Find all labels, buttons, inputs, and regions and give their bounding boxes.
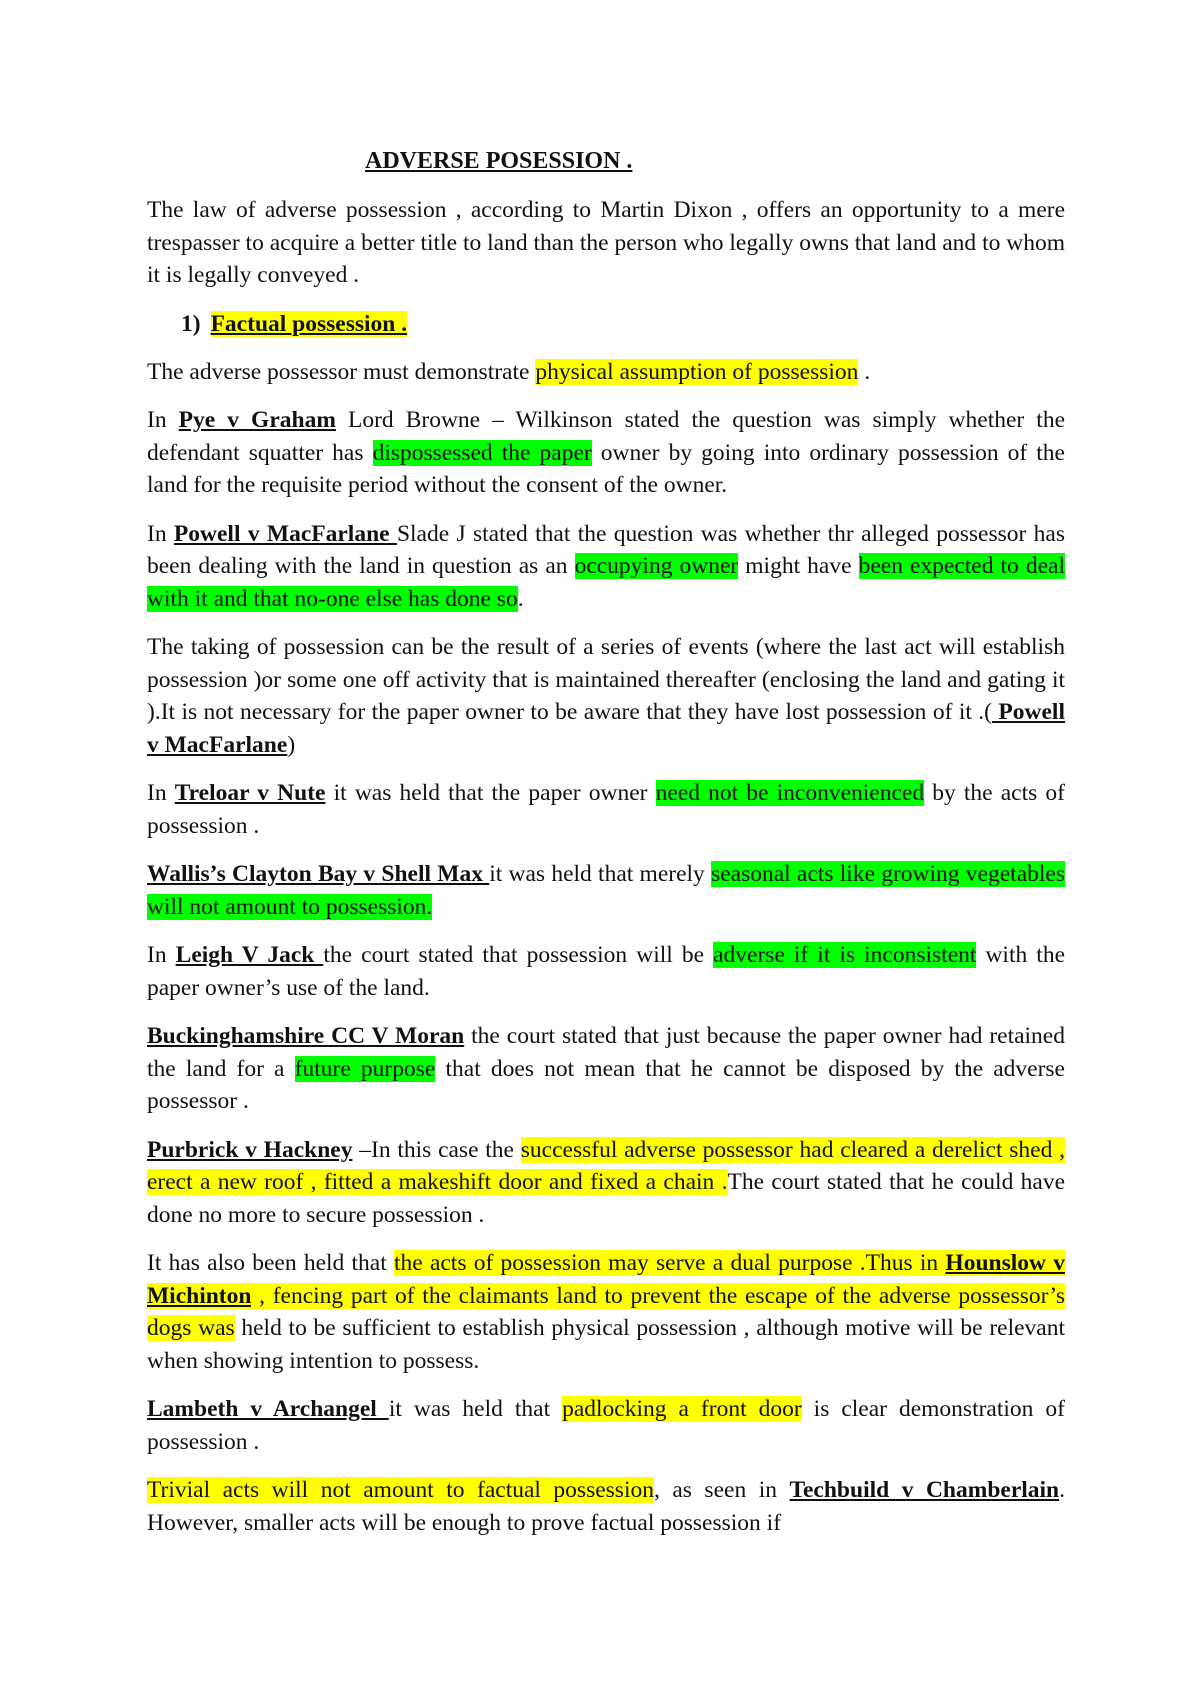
intro-paragraph: The law of adverse possession , according to Martin Dixon , offers an opportunity to a mere trespasser to acquire a better title to land than the person who legally owns that land and to whom it is legally conveyed . <box>147 197 1065 288</box>
case-name: Leigh V Jack <box>175 942 324 968</box>
case-name: Lambeth v Archangel <box>147 1396 389 1422</box>
text: by the acts of possession . <box>147 780 1066 839</box>
section-heading-text: Factual possession . <box>210 310 408 337</box>
case-name: Powell v MacFarlane <box>147 699 1065 758</box>
text: might have <box>738 553 859 579</box>
text: the court stated that possession will be <box>323 942 714 968</box>
case-name: Buckinghamshire CC V Moran <box>147 1023 465 1049</box>
section-number: 1) <box>181 310 201 337</box>
text: Slade J stated that the question was whether thr alleged possessor has been dealing with the land in question as an <box>147 520 1066 579</box>
section-heading <box>181 308 1065 340</box>
case-name: Techbuild v Chamberlain <box>789 1477 1060 1503</box>
text: it was held that <box>388 1396 563 1422</box>
paragraph-leigh-v-jack <box>147 939 1065 1004</box>
paragraph-taking-possession <box>147 631 1065 761</box>
paragraph-buckinghamshire-v-moran <box>147 1020 1065 1118</box>
text: held to be sufficient to establish physical possession , although motive will be relevant when showing intention to possess. <box>147 1315 1065 1374</box>
case-name: Powell v MacFarlane <box>173 520 397 547</box>
document-body <box>147 144 1065 1555</box>
case-name: Treloar v Nute <box>174 780 326 806</box>
case-name: Hounslow v Michinton <box>147 1250 1065 1309</box>
text: with the paper owner’s use of the land. <box>147 942 1065 1001</box>
highlight: successful adverse possessor had cleared a derelict shed , erect a new roof , fitted a makeshift door and fixed a chain . <box>147 1136 1065 1195</box>
text: . <box>517 585 524 612</box>
highlight: , fencing part of the claimants land to prevent the escape of the adverse possessor’s dogs was <box>147 1282 1065 1341</box>
text: it was held that merely <box>489 861 712 887</box>
document-title: ADVERSE POSESSION . <box>365 148 633 174</box>
case-name: Wallis’s Clayton Bay v Shell Max <box>147 861 490 887</box>
paragraph-wallis-clayton-bay <box>147 858 1065 923</box>
text: . However, smaller acts will be enough to prove factual possession if <box>147 1477 1065 1536</box>
text: It has also been held that <box>147 1250 394 1276</box>
highlight: future purpose <box>294 1055 436 1082</box>
text: The taking of possession can be the result of a series of events (where the last act will establish possession )or some one off activity that is maintained thereafter (enclosing the land and gating it ).It is not necessary for the paper owner to be aware that they have lost possession of it .( <box>147 634 1065 725</box>
text: that does not mean that he cannot be disposed by the adverse possessor . <box>147 1055 1065 1114</box>
case-name: Purbrick v Hackney <box>147 1136 353 1163</box>
highlight: been expected to deal with it and that no-one else has done so <box>147 553 1065 612</box>
highlight: adverse if it is inconsistent <box>713 942 977 968</box>
text: –In this case the <box>352 1136 521 1163</box>
paragraph-lambeth-v-archangel <box>147 1393 1065 1458</box>
highlight: padlocking a front door <box>562 1396 802 1422</box>
paragraph-powell-v-macfarlane <box>147 518 1065 616</box>
paragraph-techbuild-v-chamberlain <box>147 1474 1065 1539</box>
text: the court stated that just because the paper owner had retained the land for a <box>147 1023 1065 1082</box>
paragraph-physical-assumption <box>147 356 1065 389</box>
text: In <box>147 780 175 806</box>
highlight: physical assumption of possession <box>535 358 859 385</box>
text: , as seen in <box>653 1477 790 1503</box>
highlight: Trivial acts will not amount to factual possession <box>147 1477 654 1503</box>
case-name: Pye v Graham <box>178 407 336 433</box>
highlight: the acts of possession may serve a dual purpose .Thus in <box>394 1250 946 1276</box>
text: In <box>147 407 179 433</box>
highlight: seasonal acts like growing vegetables will not amount to possession. <box>147 861 1065 920</box>
text: it was held that the paper owner <box>325 780 656 806</box>
text: owner by going into ordinary possession of the land for the requisite period without the consent of the owner. <box>147 439 1065 498</box>
highlight: need not be inconvenienced <box>655 780 925 806</box>
text: In <box>147 942 176 968</box>
paragraph-pye-v-graham <box>147 404 1065 502</box>
paragraph-purbrick-v-hackney <box>147 1134 1065 1232</box>
paragraph-treloar-v-nute <box>147 777 1065 842</box>
highlight: occupying owner <box>574 553 739 579</box>
text: Lord Browne – Wilkinson stated the question was simply whether the defendant squatter has <box>147 407 1066 466</box>
text: ) <box>287 731 296 758</box>
text: The adverse possessor must demonstrate <box>147 358 536 385</box>
highlight: dispossessed the paper <box>372 439 592 466</box>
text: In <box>147 520 174 547</box>
text: . <box>858 358 871 385</box>
text: is clear demonstration of possession . <box>147 1396 1065 1455</box>
paragraph-hounslow-v-michinton <box>147 1247 1065 1377</box>
text: The court stated that he could have done no more to secure possession . <box>147 1169 1065 1228</box>
